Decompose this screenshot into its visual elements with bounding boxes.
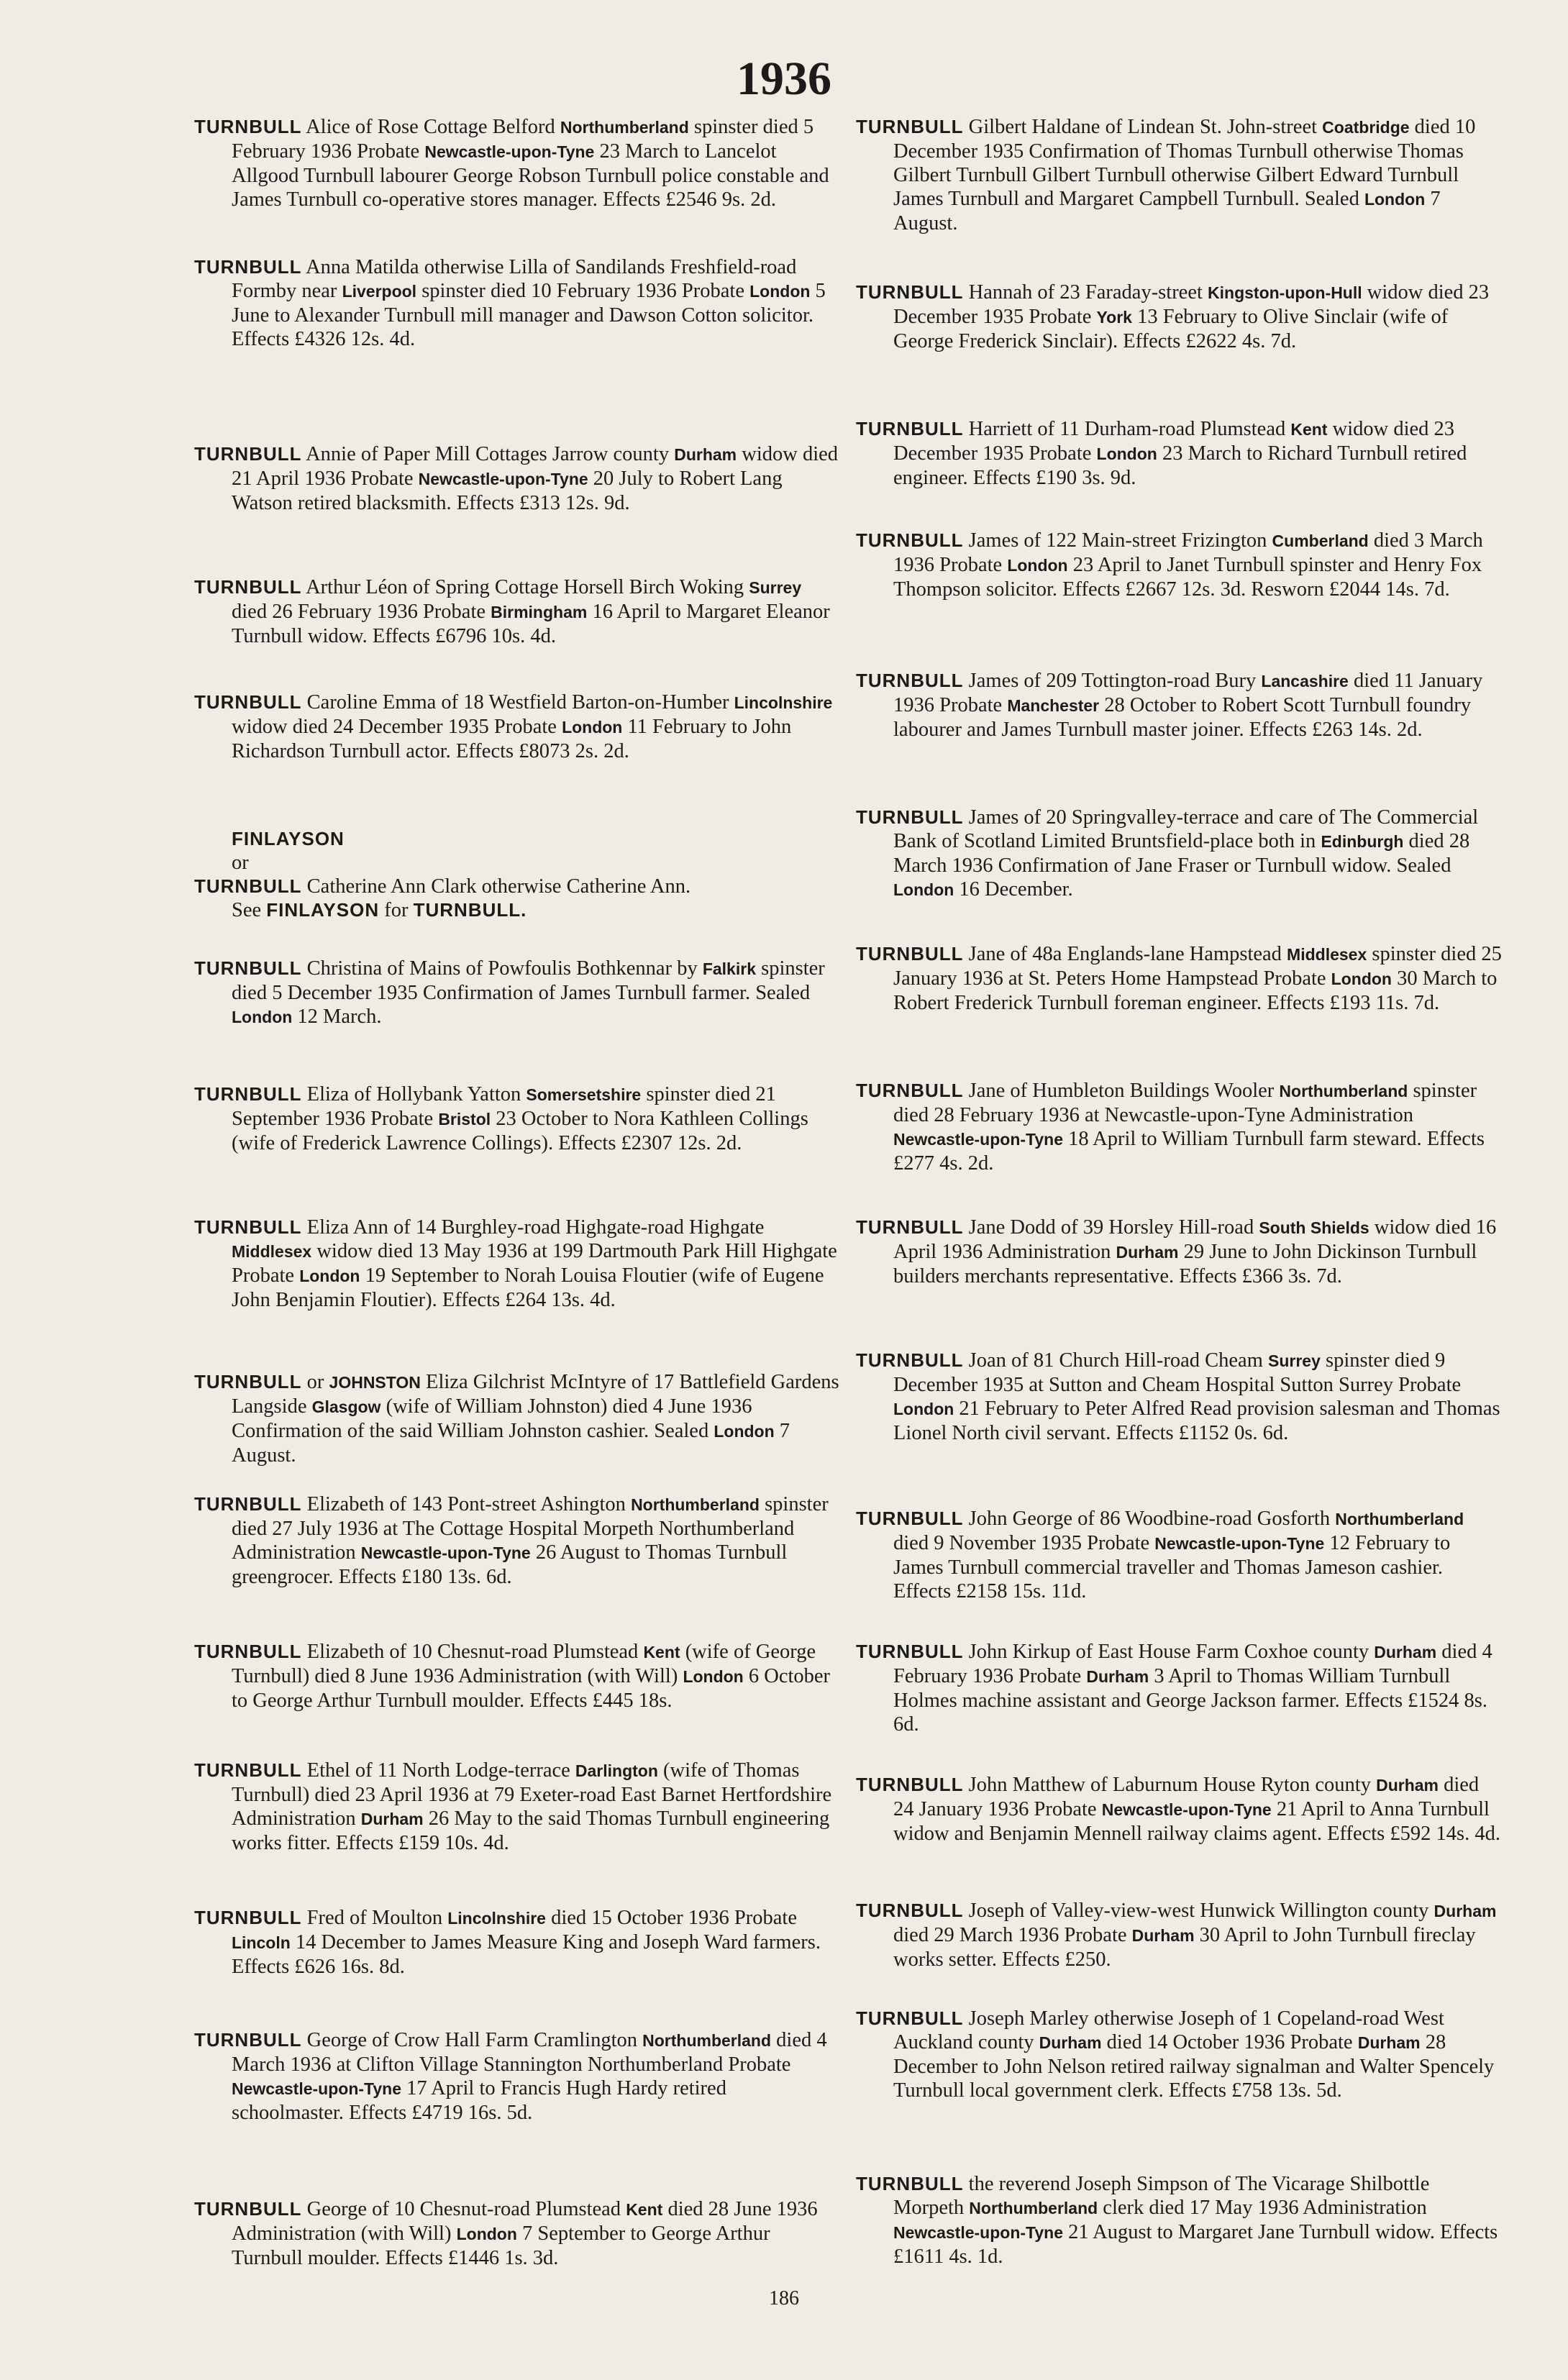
entry-text: 23 April to Janet Turnbull spinster and Henry Fox Thompson solicitor. Effects £2667 12s. 3d. Resworn £2044 14s. 7d. (893, 554, 1482, 601)
entry-place-or-registry: Kent (1290, 420, 1328, 439)
entry-text: Eliza Ann of 14 Burghley-road Highgate-road Highgate (301, 1216, 765, 1239)
entry-place-or-registry: Kingston-upon-Hull (1208, 283, 1362, 302)
entry-text: 23 October to Nora Kathleen Collings (wife of Frederick Lawrence Collings). Effects £2307 12s. 2d. (232, 1108, 808, 1154)
entry-place-or-registry: London (232, 1008, 293, 1026)
probate-entry (194, 690, 842, 763)
entry-surname: TURNBULL (194, 957, 302, 979)
entry-place-or-registry: Durham (1086, 1667, 1149, 1686)
entry-text: 14 December to James Measure King and Joseph Ward farmers. Effects £626 16s. 8d. (232, 1931, 821, 1978)
entry-text: Harriett of 11 Durham-road Plumstead (963, 418, 1291, 440)
entry-text: died 15 October 1936 Probate (545, 1907, 797, 1929)
entry-text: James of 209 Tottington-road Bury (963, 670, 1262, 692)
probate-entry (194, 1216, 842, 1312)
probate-entry (856, 1507, 1503, 1603)
entry-text: widow died 23 December 1935 Probate (893, 281, 1490, 328)
entry-text: 30 March to Robert Frederick Turnbull foreman engineer. Effects £193 11s. 7d. (893, 967, 1498, 1014)
entry-text: Alice of Rose Cottage Belford (301, 116, 560, 138)
entry-text: 12 March. (292, 1006, 382, 1028)
entry-place-or-registry: Durham (1433, 1902, 1497, 1920)
entry-text: the reverend Joseph Simpson of The Vicarage Shilbottle Morpeth (893, 2173, 1430, 2219)
probate-entry (856, 669, 1503, 742)
entry-place-or-registry: York (1096, 308, 1132, 327)
entry-place-or-registry: London (1331, 970, 1392, 988)
entry-text: 26 August to Thomas Turnbull greengrocer. Effects £180 13s. 6d. (232, 1541, 788, 1588)
entry-text: widow died 24 December 1935 Probate (232, 716, 562, 738)
entry-place-or-registry: Middlesex (232, 1242, 312, 1261)
entry-place-or-registry: London (893, 880, 954, 899)
entry-surname: TURNBULL (856, 529, 964, 551)
entry-text: James of 20 Springvalley-terrace and care of The Commercial Bank of Scotland Limited Bruntsfield-place both in (893, 806, 1479, 852)
probate-entry (194, 1906, 842, 1979)
entry-text: died 9 November 1935 Probate (893, 1532, 1155, 1554)
entry-text: (wife of William Johnston) died 4 June 1936 Confirmation of the said William Johnston cashier. Sealed (232, 1395, 752, 1442)
entry-place-or-registry: Newcastle-upon-Tyne (1101, 1800, 1272, 1819)
probate-entry (856, 942, 1503, 1015)
entry-place-or-registry: Kent (626, 2200, 663, 2219)
entry-text: spinster died 5 February 1936 Probate (232, 116, 814, 163)
entry-text: Arthur Léon of Spring Cottage Horsell Birch Woking (301, 576, 749, 598)
entry-place-or-registry: Glasgow (311, 1398, 381, 1416)
entry-surname: TURNBULL (194, 1641, 302, 1662)
entry-place-or-registry: South Shields (1259, 1218, 1369, 1237)
probate-entry (194, 442, 842, 515)
xref-for: for (379, 899, 414, 921)
entry-place-or-registry: Durham (1374, 1643, 1437, 1661)
cross-reference (194, 827, 842, 922)
entry-place-or-registry: Newcastle-upon-Tyne (424, 142, 595, 161)
entry-text: 12 February to James Turnbull commercial traveller and Thomas Jameson cashier. Effects £2158 15s. 11d. (893, 1532, 1451, 1602)
entry-text: (wife of George Turnbull) died 8 June 1936 Administration (with Will) (232, 1641, 816, 1687)
probate-entry (856, 1216, 1503, 1288)
xref-see: See (232, 899, 267, 921)
entry-text: Jane of 48a Englands-lane Hampstead (963, 943, 1287, 965)
entry-surname: TURNBULL (194, 256, 302, 278)
entry-text: widow died 23 December 1935 Probate (893, 418, 1455, 465)
probate-entry (194, 1759, 842, 1855)
entry-text: Gilbert Haldane of Lindean St. John-street (963, 116, 1323, 138)
entry-text: died 11 January 1936 Probate (893, 670, 1483, 716)
entry-place-or-registry: Lancashire (1261, 672, 1349, 690)
entry-place-or-registry: Bristol (438, 1110, 491, 1129)
entry-place-or-registry: Lincolnshire (734, 693, 833, 712)
entry-place-or-registry: London (562, 718, 623, 737)
entry-text: Joan of 81 Church Hill-road Cheam (963, 1349, 1268, 1372)
entry-place-or-registry: Coatbridge (1322, 118, 1410, 137)
entry-text: 13 February to Olive Sinclair (wife of George Frederick Sinclair). Effects £2622 4s. 7d. (893, 306, 1449, 352)
entry-text: 16 April to Margaret Eleanor Turnbull widow. Effects £6796 10s. 4d. (232, 601, 830, 647)
entry-text: Elizabeth of 143 Pont-street Ashington (301, 1493, 632, 1515)
entry-text: spinster died 27 July 1936 at The Cottage Hospital Morpeth Northumberland Administration (232, 1493, 829, 1564)
probate-entry (856, 417, 1503, 490)
entry-text: spinster died 21 September 1936 Probate (232, 1083, 776, 1130)
entry-place-or-registry: Durham (1131, 1926, 1195, 1945)
entry-place-or-registry: Surrey (1267, 1351, 1321, 1370)
entry-text: 3 April to Thomas William Turnbull Holmes machine assistant and George Jackson farmer. Effects £1524 8s. 6d. (893, 1665, 1488, 1736)
entry-place-or-registry: Northumberland (1335, 1510, 1464, 1528)
entry-text: George of 10 Chesnut-road Plumstead (301, 2198, 626, 2220)
entry-text: died 14 October 1936 Probate (1101, 2031, 1358, 2053)
probate-entry (856, 1079, 1503, 1175)
entry-surname: TURNBULL (856, 670, 964, 691)
entry-text: died 4 February 1936 Probate (893, 1641, 1492, 1687)
entry-place-or-registry: Darlington (575, 1761, 658, 1780)
entry-surname: TURNBULL (194, 116, 302, 137)
entry-text: Ethel of 11 North Lodge-terrace (301, 1759, 575, 1782)
entry-place-or-registry: London (299, 1267, 360, 1285)
entry-place-or-registry: Durham (1376, 1776, 1439, 1795)
probate-entry (194, 1370, 842, 1467)
entry-text: John Matthew of Laburnum House Ryton county (963, 1774, 1377, 1796)
entry-text: (wife of Thomas Turnbull) died 23 April 1936 at 79 Exeter-road East Barnet Hertfordshire Administration (232, 1759, 832, 1830)
entry-text: Caroline Emma of 18 Westfield Barton-on-Humber (301, 691, 734, 713)
probate-entry (194, 2197, 842, 2270)
entry-text: Elizabeth of 10 Chesnut-road Plumstead (301, 1641, 644, 1663)
entry-surname: TURNBULL (856, 1080, 964, 1101)
entry-text: Anna Matilda otherwise Lilla of Sandilands Freshfield-road Formby near (232, 256, 797, 302)
entry-surname: TURNBULL (194, 1759, 302, 1781)
xref-name: FINLAYSON (232, 828, 345, 849)
entry-surname: TURNBULL (856, 1508, 964, 1529)
xref-surname: TURNBULL (194, 875, 302, 897)
entry-text: 23 March to Richard Turnbull retired engineer. Effects £190 3s. 9d. (893, 442, 1467, 489)
probate-entry (856, 281, 1503, 353)
probate-entry (194, 1492, 842, 1589)
xref-see-name: FINLAYSON (266, 899, 380, 921)
entry-text: Hannah of 23 Faraday-street (963, 281, 1208, 304)
entry-text: 18 April to William Turnbull farm steward. Effects £277 4s. 2d. (893, 1128, 1485, 1175)
probate-entry (856, 529, 1503, 601)
entry-place-or-registry: Northumberland (969, 2199, 1098, 2217)
entry-place-or-registry: Northumberland (642, 2031, 772, 2050)
probate-entry (856, 2172, 1503, 2269)
entry-place-or-registry: Durham (1039, 2033, 1102, 2052)
entry-place-or-registry: London (749, 282, 811, 301)
entry-text: died 10 December 1935 Confirmation of Thomas Turnbull otherwise Thomas Gilbert Turnbull Gilbert Turnbull otherwise Gilbert Edward Turnbull James Turnbull and Margaret Campbell Turnbull. Sealed (893, 116, 1476, 210)
entry-place-or-registry: Newcastle-upon-Tyne (893, 2223, 1063, 2242)
entry-text: 7 August. (893, 188, 1441, 234)
entry-text: Eliza Gilchrist McIntyre of 17 Battlefield Gardens Langside (232, 1371, 839, 1418)
entry-place-or-registry: Durham (1357, 2033, 1421, 2052)
entry-text: James of 122 Main-street Frizington (963, 529, 1272, 552)
entry-text: Joseph of Valley-view-west Hunwick Willington county (963, 1900, 1434, 1922)
entry-surname: TURNBULL (194, 1083, 302, 1105)
entry-place-or-registry: Kent (643, 1643, 680, 1661)
probate-entry (856, 1773, 1503, 1846)
entry-place-or-registry: Newcastle-upon-Tyne (418, 470, 588, 488)
entry-text: died 29 March 1936 Probate (893, 1924, 1132, 1946)
entry-text: died 28 March 1936 Confirmation of Jane Fraser or Turnbull widow. Sealed (893, 830, 1470, 877)
probate-entry (856, 115, 1503, 235)
entry-text: widow died 16 April 1936 Administration (893, 1216, 1497, 1263)
entry-place-or-registry: Newcastle-upon-Tyne (360, 1544, 531, 1562)
entry-place-or-registry: Somersetshire (526, 1085, 642, 1104)
entry-text: 28 October to Robert Scott Turnbull foundry labourer and James Turnbull master joiner. Effects £263 14s. 2d. (893, 694, 1472, 741)
entry-text: spinster died 10 February 1936 Probate (416, 280, 750, 302)
xref-or: or (232, 852, 249, 874)
probate-entry (194, 1640, 842, 1713)
entry-text: spinster died 5 December 1935 Confirmation of James Turnbull farmer. Sealed (232, 957, 825, 1004)
entry-text: 7 August. (232, 1420, 790, 1467)
page-year: 1936 (737, 53, 831, 105)
entry-text: 6 October to George Arthur Turnbull moulder. Effects £445 18s. (232, 1665, 831, 1712)
probate-entry (194, 957, 842, 1029)
entry-place-or-registry: Edinburgh (1321, 832, 1404, 851)
entry-surname: TURNBULL (194, 2198, 302, 2220)
entry-place-or-registry: Birmingham (491, 603, 588, 621)
entry-text: Annie of Paper Mill Cottages Jarrow county (301, 443, 675, 465)
entry-text: spinster died 9 December 1935 at Sutton and Cheam Hospital Sutton Surrey Probate (893, 1349, 1462, 1396)
entry-surname: TURNBULL (194, 1907, 302, 1928)
entry-text: 21 August to Margaret Jane Turnbull widow. Effects £1611 4s. 1d. (893, 2221, 1498, 2268)
entry-place-or-registry: Northumberland (1279, 1082, 1408, 1100)
entry-text: Jane Dodd of 39 Horsley Hill-road (963, 1216, 1259, 1239)
xref-see-target: TURNBULL. (413, 899, 527, 921)
entry-place-or-registry: Northumberland (631, 1495, 760, 1514)
entry-text: 28 December to John Nelson retired railway signalman and Walter Spencely Turnbull local government clerk. Effects £758 13s. 5d. (893, 2031, 1495, 2102)
entry-text: 17 April to Francis Hugh Hardy retired schoolmaster. Effects £4719 16s. 5d. (232, 2077, 726, 2124)
entry-surname: TURNBULL (856, 2007, 964, 2029)
entry-place-or-registry: Falkirk (702, 959, 756, 978)
entry-text: Joseph Marley otherwise Joseph of 1 Copeland-road West Auckland county (893, 2007, 1444, 2053)
entry-surname: TURNBULL (194, 576, 302, 598)
entry-surname: TURNBULL (856, 2173, 964, 2194)
entry-text: Fred of Moulton (301, 1907, 448, 1929)
entry-text: 20 July to Robert Lang Watson retired blacksmith. Effects £313 12s. 9d. (232, 468, 783, 514)
probate-entry (194, 2028, 842, 2125)
entry-place-or-registry: JOHNSTON (329, 1373, 421, 1392)
entry-place-or-registry: Manchester (1007, 696, 1100, 715)
entry-surname: TURNBULL (194, 1371, 302, 1392)
xref-text: Catherine Ann Clark otherwise Catherine Ann. (301, 875, 691, 898)
entry-place-or-registry: Surrey (749, 578, 802, 597)
entry-surname: TURNBULL (194, 2029, 302, 2051)
entry-text: 7 September to George Arthur Turnbull moulder. Effects £1446 1s. 3d. (232, 2222, 770, 2269)
entry-text: widow died 21 April 1936 Probate (232, 443, 839, 490)
entry-surname: TURNBULL (856, 1774, 964, 1795)
probate-entry (194, 1082, 842, 1155)
entry-text: or (301, 1371, 329, 1393)
entry-text: 19 September to Norah Louisa Floutier (wife of Eugene John Benjamin Floutier). Effects £264 13s. 4d. (232, 1264, 824, 1311)
entry-text: spinster died 28 February 1936 at Newcastle-upon-Tyne Administration (893, 1080, 1477, 1126)
entry-place-or-registry: Newcastle-upon-Tyne (232, 2079, 401, 2098)
entry-place-or-registry: London (683, 1667, 744, 1686)
probate-entry (194, 115, 842, 211)
entry-place-or-registry: London (1007, 556, 1068, 575)
entry-surname: TURNBULL (856, 806, 964, 828)
entry-text: George of Crow Hall Farm Cramlington (301, 2029, 643, 2051)
entry-place-or-registry: London (1096, 444, 1157, 463)
entry-text: 5 June to Alexander Turnbull mill manager and Dawson Cotton solicitor. Effects £4326 12s. 4d. (232, 280, 826, 350)
entry-place-or-registry: Newcastle-upon-Tyne (1154, 1534, 1325, 1553)
entry-text: 11 February to John Richardson Turnbull actor. Effects £8073 2s. 2d. (232, 716, 792, 762)
entry-text: clerk died 17 May 1936 Administration (1098, 2197, 1427, 2219)
probate-entry (856, 1349, 1503, 1445)
entry-text: 23 March to Lancelot Allgood Turnbull labourer George Robson Turnbull police constable and James Turnbull co-operative stores manager. Effects £2546 9s. 2d. (232, 140, 829, 211)
entry-text: Christina of Mains of Powfoulis Bothkennar by (301, 957, 703, 980)
entry-place-or-registry: Durham (674, 445, 737, 464)
entry-surname: TURNBULL (194, 691, 302, 713)
entry-surname: TURNBULL (856, 1216, 964, 1238)
entry-place-or-registry: Lincolnshire (447, 1909, 546, 1928)
probate-entry (856, 2007, 1503, 2102)
entry-surname: TURNBULL (856, 116, 964, 137)
entry-text: 30 April to John Turnbull fireclay works setter. Effects £250. (893, 1924, 1476, 1971)
entry-place-or-registry: London (456, 2225, 517, 2243)
entry-surname: TURNBULL (856, 1349, 964, 1371)
entry-place-or-registry: Middlesex (1287, 945, 1367, 964)
entry-surname: TURNBULL (856, 1641, 964, 1662)
entry-surname: TURNBULL (856, 418, 964, 439)
entry-place-or-registry: Northumberland (560, 118, 689, 137)
entry-surname: TURNBULL (194, 1216, 302, 1238)
entry-text: died 4 March 1936 at Clifton Village Stannington Northumberland Probate (232, 2029, 827, 2076)
entry-place-or-registry: Newcastle-upon-Tyne (893, 1130, 1063, 1149)
entry-text: John George of 86 Woodbine-road Gosforth (963, 1508, 1336, 1530)
entry-text: John Kirkup of East House Farm Coxhoe county (963, 1641, 1375, 1663)
probate-entry (856, 1640, 1503, 1736)
entry-surname: TURNBULL (194, 1493, 302, 1515)
entry-text: spinster died 25 January 1936 at St. Peters Home Hampstead Probate (893, 943, 1502, 990)
entry-place-or-registry: London (893, 1400, 954, 1418)
entry-place-or-registry: London (1364, 190, 1426, 209)
entry-surname: TURNBULL (856, 1900, 964, 1921)
entry-surname: TURNBULL (856, 943, 964, 965)
entry-text: died 24 January 1936 Probate (893, 1774, 1480, 1820)
entry-surname: TURNBULL (856, 281, 964, 303)
entry-place-or-registry: Durham (360, 1810, 424, 1828)
entry-place-or-registry: Cumberland (1272, 532, 1369, 550)
entry-text: 21 April to Anna Turnbull widow and Benjamin Mennell railway claims agent. Effects £592 14s. 4d. (893, 1798, 1500, 1845)
entry-text: 29 June to John Dickinson Turnbull builders merchants representative. Effects £366 3s. 7d. (893, 1241, 1477, 1287)
entry-text: widow died 13 May 1936 at 199 Dartmouth Park Hill Highgate Probate (232, 1240, 837, 1287)
entry-text: 16 December. (954, 878, 1073, 901)
probate-entry (856, 1899, 1503, 1971)
entry-text: Eliza of Hollybank Yatton (301, 1083, 527, 1105)
entry-place-or-registry: Liverpool (342, 282, 417, 301)
probate-entry (194, 575, 842, 648)
entry-place-or-registry: Durham (1116, 1243, 1179, 1262)
entry-place-or-registry: Lincoln (232, 1933, 291, 1952)
entry-text: died 26 February 1936 Probate (232, 601, 491, 623)
entry-surname: TURNBULL (194, 443, 302, 465)
entry-place-or-registry: London (714, 1422, 775, 1441)
entry-text: Jane of Humbleton Buildings Wooler (963, 1080, 1280, 1102)
entry-text: died 28 June 1936 Administration (with Will) (232, 2198, 818, 2245)
probate-entry (856, 806, 1503, 902)
entry-text: died 3 March 1936 Probate (893, 529, 1483, 576)
entry-text: 21 February to Peter Alfred Read provision salesman and Thomas Lionel North civil servant. Effects £1152 0s. 6d. (893, 1398, 1500, 1444)
page-number: 186 (769, 2287, 799, 2310)
entry-text: 26 May to the said Thomas Turnbull engineering works fitter. Effects £159 10s. 4d. (232, 1807, 830, 1854)
probate-entry (194, 255, 842, 351)
